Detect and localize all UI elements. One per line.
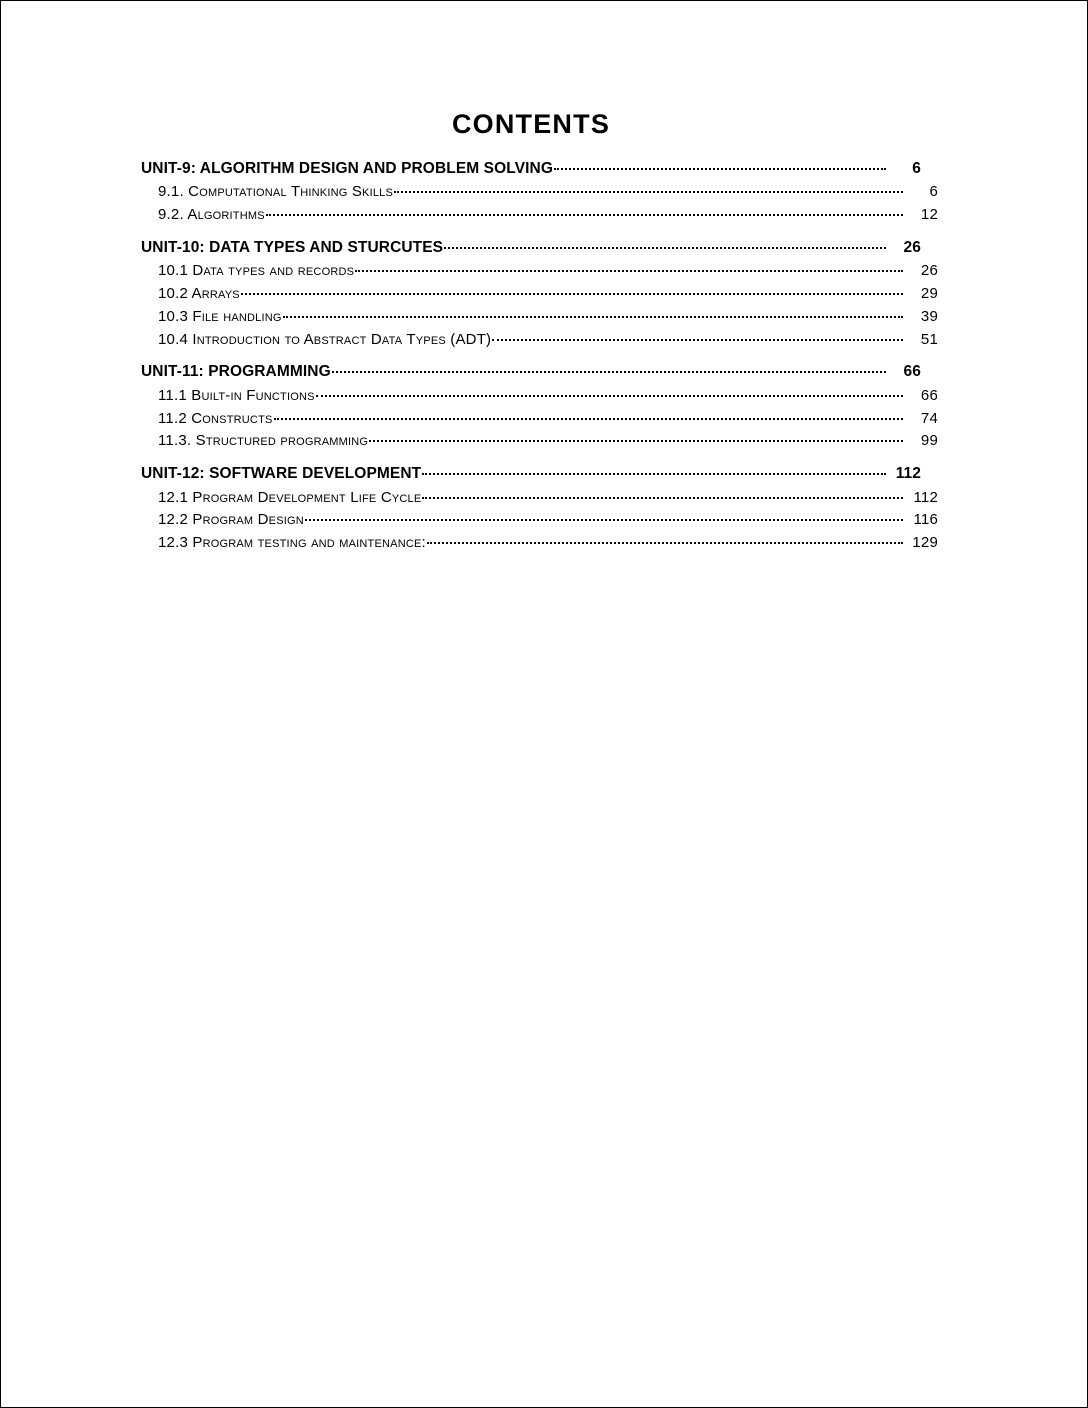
- toc-dot-leader: [332, 360, 886, 373]
- toc-entry-section[interactable]: [158, 532, 938, 554]
- toc-entry-page-number: 129: [912, 534, 938, 552]
- toc-dot-leader: [422, 462, 886, 475]
- toc-entry-section[interactable]: [158, 408, 938, 430]
- toc-entry-label: UNIT-9: ALGORITHM DESIGN AND PROBLEM SOLVING: [141, 160, 553, 177]
- toc-entry-page-number: 12: [920, 206, 938, 224]
- toc-entry-section[interactable]: [158, 385, 938, 407]
- toc-dot-leader: [427, 531, 903, 544]
- toc-entry-page-number: 112: [895, 465, 921, 483]
- toc-entry-section[interactable]: [158, 509, 938, 531]
- toc-entry-label: 10.4 Introduction to Abstract Data Types (ADT): [158, 330, 492, 348]
- toc-entry-page-number: 26: [920, 262, 938, 280]
- toc-dot-leader: [305, 509, 903, 522]
- toc-entry-label: 9.2. Algorithms: [158, 206, 265, 224]
- toc-entry-section[interactable]: [158, 487, 938, 509]
- toc-entry-section[interactable]: [158, 306, 938, 328]
- toc-entry-label: 9.1. Computational Thinking Skills: [158, 183, 394, 201]
- toc-container: [141, 109, 938, 554]
- toc-dot-leader: [394, 181, 903, 194]
- toc-entry-page-number: 66: [903, 363, 921, 381]
- toc-entry-page-number: 39: [920, 307, 938, 325]
- toc-entry-section[interactable]: [158, 430, 938, 452]
- toc-entry-unit[interactable]: [141, 361, 921, 383]
- page-title: CONTENTS: [451, 109, 611, 139]
- toc-entry-page-number: 51: [920, 330, 938, 348]
- toc-entry-label: 11.2 Constructs: [158, 409, 273, 427]
- toc-entry-page-number: 74: [920, 409, 938, 427]
- toc-dot-leader: [492, 328, 903, 341]
- toc-entry-page-number: 99: [920, 432, 938, 450]
- toc-dot-leader: [422, 486, 903, 499]
- toc-entry-label: 11.3. Structured programming: [158, 432, 369, 450]
- toc-entry-unit[interactable]: [141, 237, 921, 259]
- toc-dot-leader: [554, 157, 886, 170]
- toc-entry-unit[interactable]: [141, 158, 921, 180]
- toc-dot-leader: [369, 430, 903, 443]
- toc-entry-label: 12.3 Program testing and maintenance:: [158, 534, 426, 552]
- toc-entry-label: 10.2 Arrays: [158, 285, 240, 303]
- toc-entry-page-number: 6: [912, 160, 921, 177]
- toc-entry-label: 10.1 Data types and records: [158, 262, 355, 280]
- toc-entry-section[interactable]: [158, 283, 938, 305]
- toc-entry-section[interactable]: [158, 329, 938, 351]
- toc-dot-leader: [444, 236, 886, 249]
- toc-entry-section[interactable]: [158, 204, 938, 226]
- toc-entry-page-number: 26: [903, 238, 921, 256]
- toc-entry-page-number: 6: [929, 183, 938, 201]
- toc-dot-leader: [355, 260, 903, 273]
- toc-entry-label: UNIT-12: SOFTWARE DEVELOPMENT: [141, 465, 422, 483]
- toc-entry-label: UNIT-10: DATA TYPES AND STURCUTES: [141, 238, 444, 256]
- toc-entry-label: 10.3 File handling: [158, 307, 282, 325]
- toc-dot-leader: [241, 282, 903, 295]
- toc-entry-label: 12.1 Program Development Life Cycle: [158, 488, 422, 506]
- toc-entry-unit[interactable]: [141, 463, 921, 485]
- toc-entry-page-number: 29: [920, 285, 938, 303]
- toc-dot-leader: [266, 203, 903, 216]
- table-of-contents-list: [141, 158, 938, 554]
- toc-entry-label: UNIT-11: PROGRAMMING: [141, 363, 331, 381]
- toc-dot-leader: [316, 384, 903, 397]
- toc-dot-leader: [274, 407, 903, 420]
- toc-entry-page-number: 112: [913, 488, 938, 506]
- toc-entry-section[interactable]: [158, 260, 938, 282]
- toc-dot-leader: [283, 305, 903, 318]
- toc-entry-label: 11.1 Built-in Functions: [158, 386, 315, 404]
- toc-entry-page-number: 116: [913, 511, 938, 529]
- toc-entry-section[interactable]: [158, 181, 938, 203]
- toc-entry-label: 12.2 Program Design: [158, 511, 304, 529]
- toc-entry-page-number: 66: [920, 386, 938, 404]
